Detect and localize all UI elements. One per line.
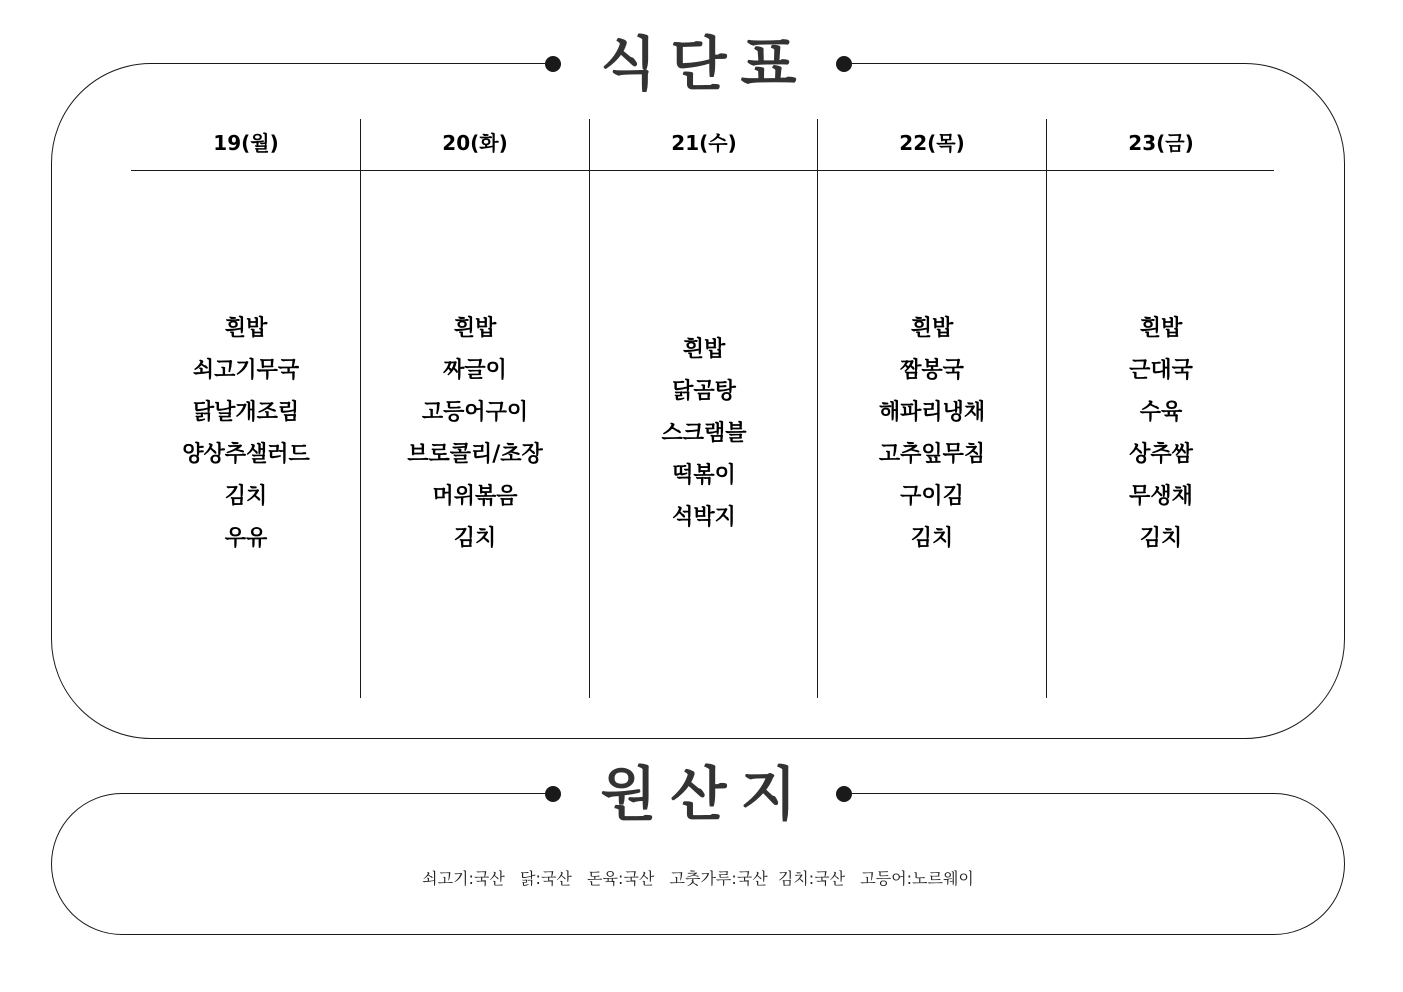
day-header: 22(목) <box>899 130 965 155</box>
menu-item: 석박지 <box>672 505 736 530</box>
menu-item: 짬봉국 <box>900 358 964 383</box>
title-left-dot-icon <box>545 786 561 802</box>
menu-item: 무생채 <box>1129 484 1193 509</box>
menu-item: 닭날개조림 <box>192 400 300 425</box>
menu-list <box>361 171 589 697</box>
menu-item: 김치 <box>224 484 268 509</box>
day-column-mon <box>132 119 360 698</box>
menu-list <box>818 171 1046 697</box>
menu-item: 해파리냉채 <box>878 400 986 425</box>
menu-item: 수육 <box>1139 400 1183 425</box>
title-left-dot-icon <box>545 56 561 72</box>
menu-list <box>590 171 818 697</box>
menu-item: 김치 <box>453 526 497 551</box>
menu-item: 흰밥 <box>1139 316 1183 341</box>
menu-item: 쇠고기무국 <box>192 358 300 383</box>
day-header: 19(월) <box>213 130 279 155</box>
menu-item: 브로콜리/초장 <box>407 442 543 467</box>
menu-list <box>132 171 360 697</box>
menu-list <box>1047 171 1275 697</box>
menu-title-banner <box>545 29 852 99</box>
title-right-dot-icon <box>836 56 852 72</box>
menu-item: 스크램블 <box>661 421 747 446</box>
origin-title-banner <box>545 759 852 829</box>
menu-item: 짜글이 <box>443 358 507 383</box>
menu-item: 닭곰탕 <box>672 379 736 404</box>
menu-item: 흰밥 <box>224 316 268 341</box>
menu-item: 흰밥 <box>910 316 954 341</box>
menu-item: 우유 <box>224 526 268 551</box>
day-column-tue <box>361 119 589 698</box>
menu-item: 김치 <box>910 526 954 551</box>
menu-item: 근대국 <box>1129 358 1193 383</box>
menu-item: 머위볶음 <box>432 484 518 509</box>
title-right-dot-icon <box>836 786 852 802</box>
menu-item: 상추쌈 <box>1129 442 1193 467</box>
menu-item: 고등어구이 <box>421 400 529 425</box>
day-column-thu <box>818 119 1046 698</box>
menu-item: 구이김 <box>900 484 964 509</box>
day-column-fri <box>1047 119 1275 698</box>
menu-item: 김치 <box>1139 526 1183 551</box>
day-column-wed <box>590 119 818 698</box>
day-header: 23(금) <box>1128 130 1194 155</box>
day-header: 21(수) <box>671 130 737 155</box>
menu-item: 흰밥 <box>453 316 497 341</box>
menu-item: 양상추샐러드 <box>182 442 310 467</box>
menu-item: 고추잎무침 <box>878 442 986 467</box>
menu-title: 식단표 <box>600 30 811 98</box>
menu-item: 떡볶이 <box>672 463 736 488</box>
origin-title: 원산지 <box>600 760 811 828</box>
menu-item: 흰밥 <box>682 337 726 362</box>
day-header: 20(화) <box>442 130 508 155</box>
origin-info-text: 쇠고기:국산 닭:국산 돈육:국산 고춧가루:국산 김치:국산 고등어:노르웨이 <box>422 869 974 888</box>
